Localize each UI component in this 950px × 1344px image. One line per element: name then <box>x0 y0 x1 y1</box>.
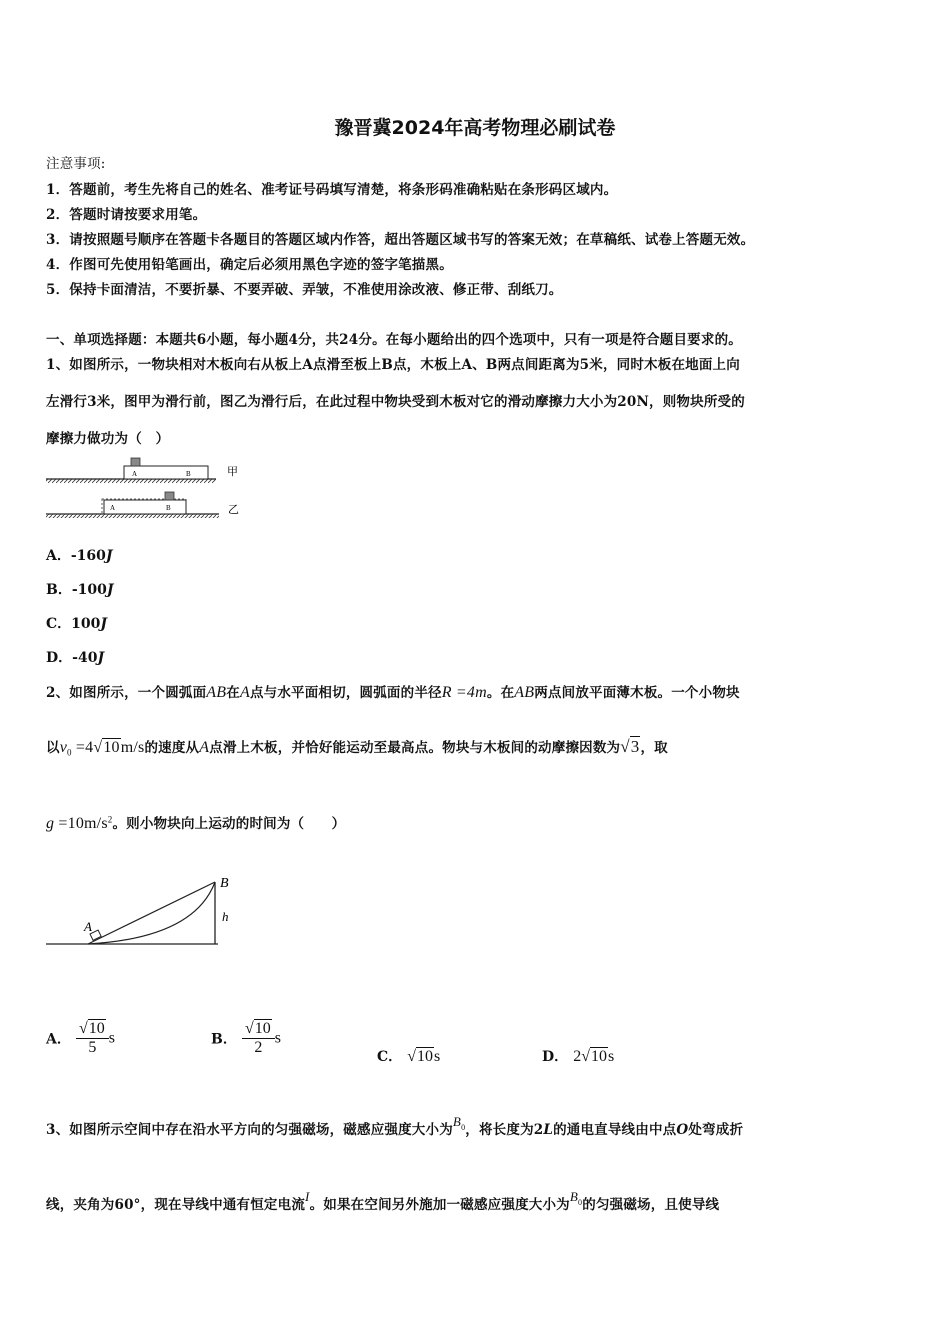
option-unit: s <box>274 1029 281 1047</box>
question-2-text: 2、如图所示，一个圆弧面AB在A点与水平面相切，圆弧面的半径R =4m。在AB两点间放平面薄木板。一个小物块 <box>46 684 740 701</box>
option-fraction: $\frac{√10}{2}$ <box>242 1020 275 1057</box>
option-label: B． <box>46 582 72 598</box>
fig2-label-h: h <box>222 909 229 924</box>
option-c[interactable]: C． √10s <box>377 1048 441 1065</box>
option-value: -40 <box>72 650 98 666</box>
question-2-figure <box>44 868 244 950</box>
fig1-tag-yi: 乙 <box>228 503 239 516</box>
question-1-text: 左滑行3米，图甲为滑行前，图乙为滑行后，在此过程中物块受到木板对它的滑动摩擦力大小为20N，则物块所受的 <box>46 394 745 410</box>
section-heading: 一、单项选择题：本题共6小题，每小题4分，共24分。在每小题给出的四个选项中，只有一项是符合题目要求的。 <box>46 332 742 348</box>
option-c[interactable] <box>46 613 107 633</box>
fig1-label-b: B <box>186 470 191 478</box>
option-label: D． <box>542 1049 569 1065</box>
option-unit: J <box>100 616 108 632</box>
fig2-label-b: B <box>220 876 229 891</box>
option-radicand: 10 <box>417 1048 434 1065</box>
option-value: -160 <box>70 548 106 564</box>
fig1-label-a2: A <box>110 504 116 512</box>
question-1-text: 1、如图所示，一物块相对木板向右从板上A点滑至板上B点，木板上A、B两点间距离为5米，同时木板在地面上向 <box>46 357 740 373</box>
notice-item: 5．保持卡面清洁，不要折暴、不要弄破、弄皱，不准使用涂改液、修正带、刮纸刀。 <box>46 282 563 298</box>
option-label: D． <box>46 650 73 666</box>
option-value: -100 <box>71 582 107 598</box>
question-2-text: $g =10m/s^2$。则小物块向上运动的时间为（ ） <box>46 814 346 832</box>
fig1-tag-jia: 甲 <box>227 465 238 478</box>
page-title: 豫晋冀2024年高考物理必刷试卷 <box>334 117 616 139</box>
fig2-label-a: A <box>84 919 92 934</box>
option-label: B． <box>211 1031 237 1048</box>
notice-item: 1．答题前，考生先将自己的姓名、准考证号码填写清楚，将条形码准确粘贴在条形码区域内。 <box>46 182 618 198</box>
option-label: C． <box>46 616 72 632</box>
option-unit: s <box>108 1029 115 1047</box>
option-unit: J <box>105 548 113 564</box>
option-radicand: 10 <box>591 1048 608 1065</box>
notice-heading: 注意事项: <box>46 156 106 172</box>
question-1-text: 摩擦力做功为（ ） <box>46 431 170 447</box>
option-a[interactable] <box>46 1020 115 1057</box>
question-3-text: 3、如图所示空间中存在沿水平方向的匀强磁场，磁感应强度大小为$B_0$，将长度为2L的通电直导线由中点O处弯成折 <box>46 1114 744 1138</box>
question-2-text: 以$v_0 =4√10m/s$的速度从A点滑上木板，并恰好能运动至最高点。物块与木板间的动摩擦因数为√3，取 <box>46 737 668 758</box>
question-1-figure <box>44 455 244 525</box>
option-d[interactable]: D． 2√10s <box>542 1048 615 1065</box>
option-unit: J <box>106 582 114 598</box>
question-3-text: 线，夹角为60°，现在导线中通有恒定电流I。如果在空间另外施加一磁感应强度大小为$B_0$的匀强磁场，且使导线 <box>46 1189 720 1213</box>
option-b[interactable] <box>211 1020 281 1057</box>
option-coefficient: 2 <box>573 1048 582 1065</box>
option-unit: J <box>97 650 105 666</box>
fig1-label-b2: B <box>166 504 171 512</box>
option-label: A． <box>46 548 71 564</box>
option-fraction: $\frac{√10}{5}$ <box>76 1020 109 1057</box>
notice-item: 3．请按照题号顺序在答题卡各题目的答题区域内作答，超出答题区域书写的答案无效；在草稿纸、试卷上答题无效。 <box>46 232 755 248</box>
option-label: C． <box>377 1049 403 1065</box>
option-a[interactable] <box>46 545 113 565</box>
option-unit: s <box>608 1048 615 1065</box>
notice-item: 4．作图可先使用铅笔画出，确定后必须用黑色字迹的签字笔描黑。 <box>46 257 453 273</box>
option-b[interactable] <box>46 579 114 599</box>
option-value: 100 <box>71 616 101 632</box>
notice-item: 2．答题时请按要求用笔。 <box>46 207 207 223</box>
option-unit: s <box>434 1048 441 1065</box>
option-d[interactable] <box>46 647 104 667</box>
option-label: A． <box>46 1031 71 1048</box>
fig1-label-a: A <box>132 470 138 478</box>
